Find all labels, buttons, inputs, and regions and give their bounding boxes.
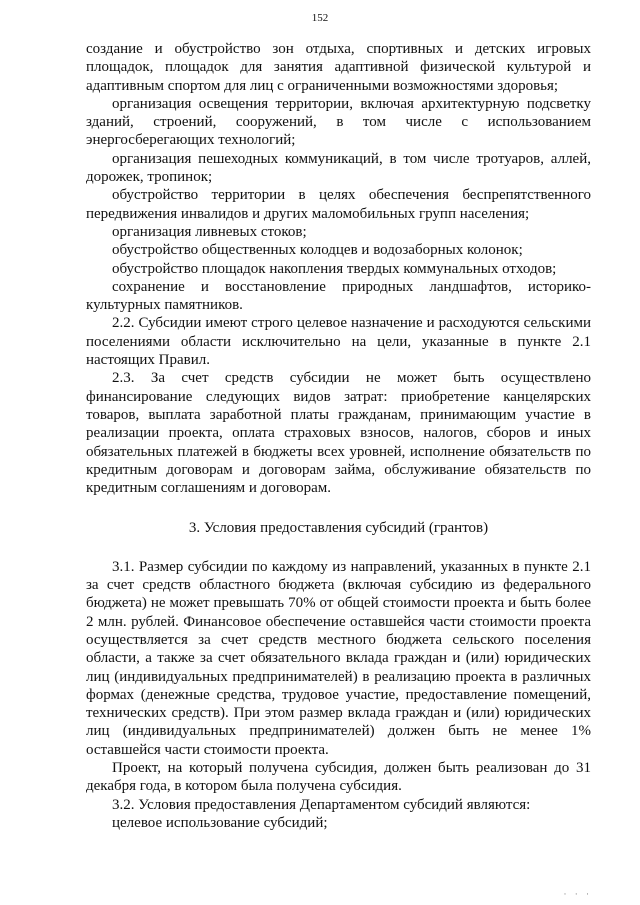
paragraph: 2.3. За счет средств субсидии не может быть осуществлено финансирование следующих видов затрат: приобретение канцелярских товаров, выплата заработной платы гражданам, принимающим участие в реализации проекта, оплата страховых взносов, налогов, сборов и иных обязательных платежей в бюджеты всех уровней, исполнение обязательств по кредитным договорам и договорам займа, обслуживание обязательств по кредитным соглашениям и договорам. [86,370,591,497]
corner-mark: · · · [563,889,592,899]
paragraph: обустройство площадок накопления твердых коммунальных отходов; [112,260,557,277]
paragraph: организация пешеходных коммуникаций, в том числе тротуаров, аллей, дорожек, тропинок; [86,150,591,186]
paragraph: 3.2. Условия предоставления Департаментом субсидий являются: [112,796,531,813]
paragraph: сохранение и восстановление природных ландшафтов, историко-культурных памятников. [86,278,591,314]
page-number: 152 [311,12,329,24]
paragraph: Проект, на который получена субсидия, должен быть реализован до 31 декабря года, в котором была получена субсидия. [86,759,591,795]
paragraph: обустройство территории в целях обеспечения беспрепятственного передвижения инвалидов и других маломобильных групп населения; [86,187,591,222]
paragraph: создание и обустройство зон отдыха, спортивных и детских игровых площадок, площадок для занятия адаптивной физической культурой и адаптивным спортом для лиц с ограниченными возможностями здоровья; [86,41,591,94]
paragraph: целевое использование субсидий; [112,814,328,831]
section-heading: 3. Условия предоставления субсидий (грантов) [188,520,489,537]
paragraph: 3.1. Размер субсидии по каждому из направлений, указанных в пункте 2.1 за счет средств областного бюджета (включая субсидию из федерального бюджета) не может превышать 70% от общей стоимости проекта и быть более 2 млн. рублей. Финансовое обеспечение оставшейся части стоимости проекта осуществляется за счет средств местного бюджета сельского поселения области, а также за счет обязательного вклада граждан и (или) юридических лиц (индивидуальных предпринимателей) в реализацию проекта в различных формах (денежные средства, трудовое участие, предоставление помещений, технических средств). При этом размер вклада граждан и (или) юридических лиц (индивидуальных предпринимателей) должен быть не менее 1% оставшейся части стоимости проекта. [86,558,591,758]
paragraph: организация ливневых стоков; [112,223,307,240]
body-text [86,40,591,832]
paragraph: организация освещения территории, включая архитектурную подсветку зданий, строений, сооружений, в том числе с использованием энергосберегающих технологий; [86,95,591,149]
paragraph: 2.2. Субсидии имеют строго целевое назначение и расходуются сельскими поселениями области исключительно на цели, указанные в пункте 2.1 настоящих Правил. [86,315,591,369]
paragraph: обустройство общественных колодцев и водозаборных колонок; [112,242,523,259]
